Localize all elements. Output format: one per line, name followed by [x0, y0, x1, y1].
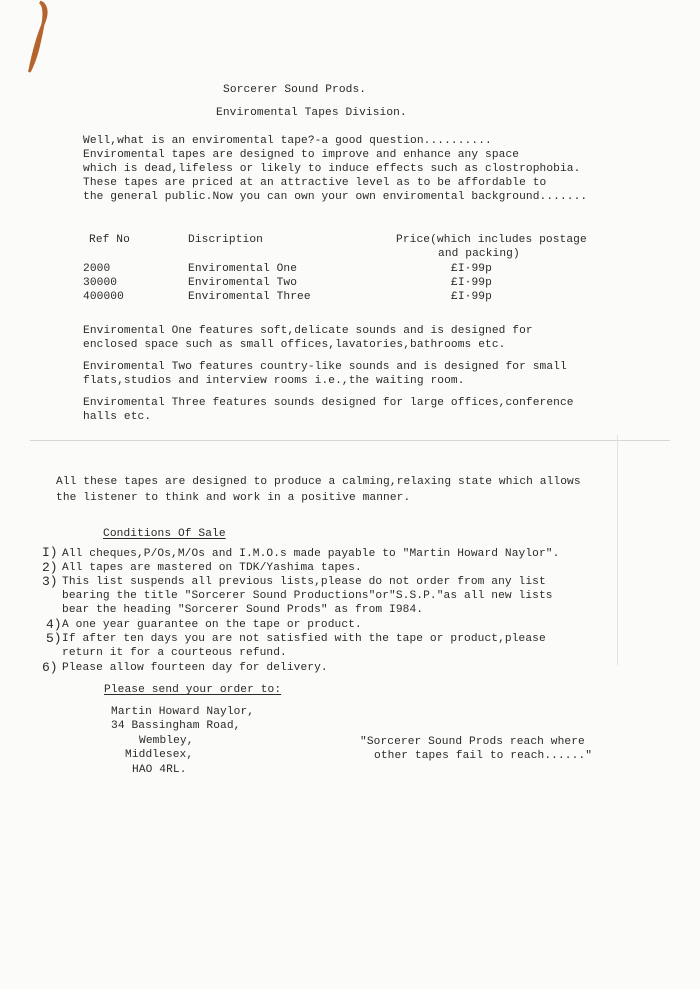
- intro-line: Well,what is an enviromental tape?-a good question..........: [83, 135, 492, 147]
- intro-line: the general public.Now you can own your own enviromental background.......: [83, 191, 588, 203]
- header-description: Discription: [188, 234, 263, 246]
- feature-line: Enviromental One features soft,delicate sounds and is designed for: [83, 325, 533, 337]
- row-price: £I·99p: [451, 263, 492, 275]
- feature-line: halls etc.: [83, 411, 152, 423]
- condition-number: 3): [42, 574, 58, 589]
- row-price: £I·99p: [451, 291, 492, 303]
- address-line: HAO 4RL.: [132, 764, 187, 776]
- row-ref: 30000: [83, 277, 118, 289]
- condition-text: return it for a courteous refund.: [62, 647, 287, 659]
- condition-number: I): [42, 545, 58, 560]
- order-heading: Please send your order to:: [104, 684, 282, 696]
- conditions-heading: Conditions Of Sale: [103, 528, 226, 540]
- address-line: Middlesex,: [125, 749, 194, 761]
- feature-line: Enviromental Two features country-like sounds and is designed for small: [83, 361, 567, 373]
- condition-number: 5): [46, 631, 62, 646]
- condition-number: 2): [42, 560, 58, 575]
- paperclip-mark: [18, 0, 54, 78]
- page-fold-line: [30, 440, 670, 441]
- condition-text: bear the heading "Sorcerer Sound Prods" as from I984.: [62, 604, 424, 616]
- slogan-line: "Sorcerer Sound Prods reach where: [360, 736, 585, 748]
- row-description: Enviromental Two: [188, 277, 298, 289]
- calming-line: All these tapes are designed to produce a calming,relaxing state which allows: [56, 476, 581, 488]
- paper-edge-line: [617, 435, 618, 665]
- header-price: Price(which includes postage: [396, 234, 587, 246]
- condition-text: If after ten days you are not satisfied with the tape or product,please: [62, 633, 546, 645]
- intro-line: Enviromental tapes are designed to improve and enhance any space: [83, 149, 520, 161]
- condition-text: A one year guarantee on the tape or product.: [62, 619, 362, 631]
- slogan-line: other tapes fail to reach......": [374, 750, 593, 762]
- condition-number: 6): [42, 660, 58, 675]
- calming-line: the listener to think and work in a positive manner.: [56, 492, 411, 504]
- row-price: £I·99p: [451, 277, 492, 289]
- company-title: Sorcerer Sound Prods.: [223, 84, 367, 96]
- header-price-note: and packing): [438, 248, 520, 260]
- condition-number: 4): [46, 617, 62, 632]
- intro-line: which is dead,lifeless or likely to induce effects such as clostrophobia.: [83, 163, 581, 175]
- address-line: Wembley,: [139, 735, 194, 747]
- intro-line: These tapes are priced at an attractive level as to be affordable to: [83, 177, 547, 189]
- condition-text: All cheques,P/Os,M/Os and I.M.O.s made payable to "Martin Howard Naylor".: [62, 548, 560, 560]
- feature-line: Enviromental Three features sounds designed for large offices,conference: [83, 397, 574, 409]
- row-description: Enviromental One: [188, 263, 298, 275]
- condition-text: All tapes are mastered on TDK/Yashima tapes.: [62, 562, 362, 574]
- condition-text: Please allow fourteen day for delivery.: [62, 662, 328, 674]
- row-description: Enviromental Three: [188, 291, 311, 303]
- row-ref: 400000: [83, 291, 124, 303]
- address-line: 34 Bassingham Road,: [111, 720, 241, 732]
- condition-text: This list suspends all previous lists,please do not order from any list: [62, 576, 546, 588]
- address-line: Martin Howard Naylor,: [111, 706, 255, 718]
- row-ref: 2000: [83, 263, 111, 275]
- header-ref-no: Ref No: [89, 234, 130, 246]
- division-title: Enviromental Tapes Division.: [216, 107, 407, 119]
- feature-line: flats,studios and interview rooms i.e.,the waiting room.: [83, 375, 465, 387]
- condition-text: bearing the title "Sorcerer Sound Productions"or"S.S.P."as all new lists: [62, 590, 553, 602]
- feature-line: enclosed space such as small offices,lavatories,bathrooms etc.: [83, 339, 506, 351]
